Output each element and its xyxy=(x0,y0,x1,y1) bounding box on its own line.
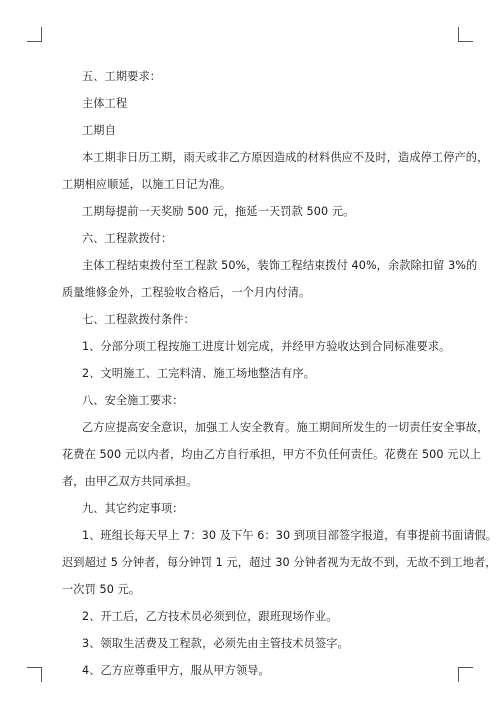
body-line: 工期每提前一天奖励 500 元，拖延一天罚款 500 元。 xyxy=(82,205,355,218)
body-line: 1、班组长每天早上 7：30 及下午 6：30 到项目部签字报道，有事提前书面请假。 xyxy=(82,529,498,542)
body-line: 4、乙方应尊重甲方，服从甲方领导。 xyxy=(82,664,270,677)
body-line: 质量维修金外，工程验收合格后，一个月内付清。 xyxy=(62,286,311,299)
body-line: 主体工程结束拨付至工程款 50%，装饰工程结束拨付 40%，余款除扣留 3%的 xyxy=(82,259,478,272)
body-line: 本工期非日历工期，雨天或非乙方原因造成的材料供应不及时，造成停工停产的， xyxy=(82,151,489,164)
section-heading-payment-conditions: 七、工程款拨付条件： xyxy=(82,313,195,326)
body-line: 者，由甲乙双方共同承担。 xyxy=(62,475,198,488)
crop-mark-bottom-left xyxy=(27,667,42,682)
section-heading-payment: 六、工程款拨付： xyxy=(82,232,173,245)
body-line: 迟到超过 5 分钟者，每分钟罚 1 元，超过 30 分钟者视为无故不到，无故不到工地者， xyxy=(62,556,497,569)
body-line: 一次罚 50 元。 xyxy=(62,583,141,596)
crop-mark-top-right xyxy=(458,27,473,42)
section-heading-other-terms: 九、其它约定事项： xyxy=(82,502,184,515)
body-line: 1、分部分项工程按施工进度计划完成，并经甲方验收达到合同标准要求。 xyxy=(82,340,451,353)
section-heading-safety: 八、安全施工要求： xyxy=(82,394,184,407)
body-line: 3、领取生活费及工程款，必须先由主管技术员签字。 xyxy=(82,637,349,650)
body-line: 工期相应顺延，以施工日记为准。 xyxy=(62,178,232,191)
crop-mark-bottom-right xyxy=(458,667,473,682)
body-line: 乙方应提高安全意识，加强工人安全教育。施工期间所发生的一切责任安全事故， xyxy=(82,421,489,434)
body-line: 花费在 500 元以内者，均由乙方自行承担，甲方不负任何责任。花费在 500 元以上 xyxy=(62,448,482,461)
body-line: 2、开工后，乙方技术员必须到位，跟班现场作业。 xyxy=(82,610,338,623)
body-line: 主体工程 xyxy=(82,97,128,110)
body-line: 工期自 xyxy=(82,124,116,137)
section-heading-schedule: 五、工期要求： xyxy=(82,70,162,83)
crop-mark-top-left xyxy=(27,27,42,42)
body-line: 2、文明施工、工完料清、施工场地整洁有序。 xyxy=(82,367,315,380)
